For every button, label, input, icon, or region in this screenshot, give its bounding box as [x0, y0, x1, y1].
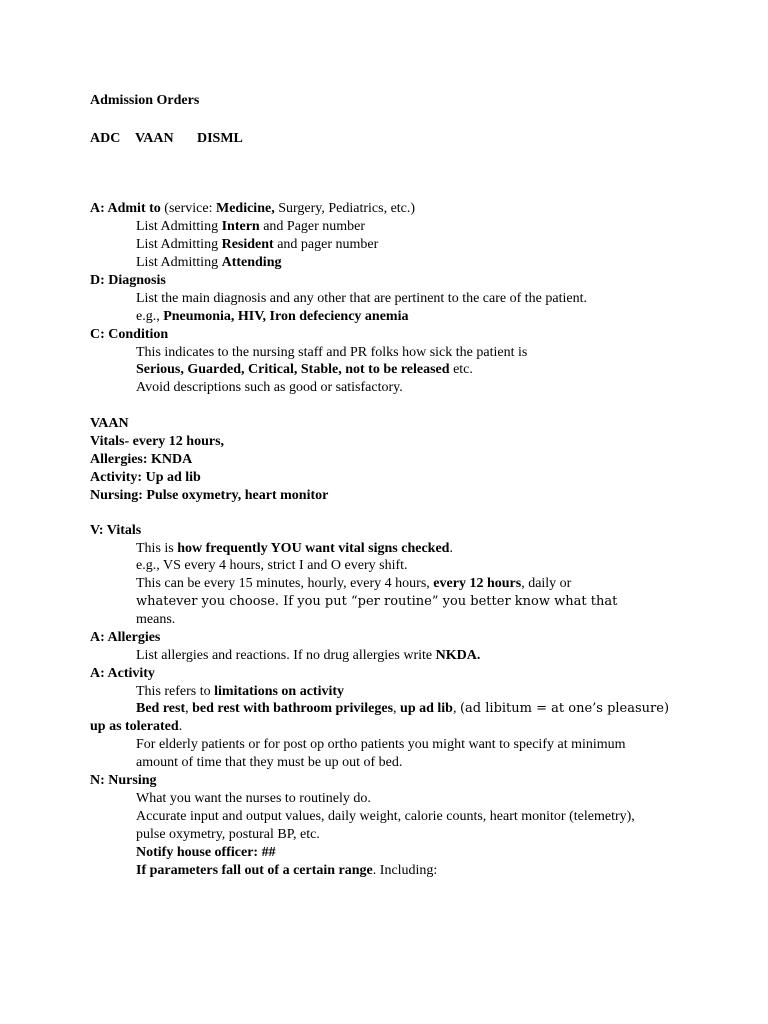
doc-title: Admission Orders [90, 93, 200, 108]
vitals-heading: V: Vitals [90, 523, 142, 538]
vitals-line-3: This can be every 15 minutes, hourly, every 4 hours, every 12 hours, daily or [136, 576, 572, 591]
activity-line-4: For elderly patients or for post op ortho patients you might want to specify at minimum [136, 737, 626, 752]
diagnosis-heading: D: Diagnosis [90, 273, 166, 288]
vaan-heading: VAAN [90, 416, 129, 431]
ad-libitum-note: (ad libitum = at one’s pleasure) [459, 701, 670, 716]
vaan-allergies: Allergies: KNDA [90, 452, 193, 467]
condition-line-3: Avoid descriptions such as good or satisfactory. [136, 380, 403, 395]
activity-line-2: Bed rest, bed rest with bathroom privileges, up ad lib, (ad libitum = at one’s pleasure) [136, 701, 670, 716]
mnemonic-line [90, 130, 243, 148]
diagnosis-example: e.g., Pneumonia, HIV, Iron defeciency anemia [136, 309, 409, 324]
nursing-line-2: Accurate input and output values, daily weight, calorie counts, heart monitor (telemetry), [136, 809, 635, 824]
nursing-heading: N: Nursing [90, 773, 157, 788]
nursing-line-4: Notify house officer: ## [136, 845, 276, 860]
vitals-line-2: e.g., VS every 4 hours, strict I and O every shift. [136, 558, 408, 573]
vitals-line-5: means. [136, 612, 176, 627]
vaan-vitals: Vitals- every 12 hours, [90, 434, 225, 449]
condition-line-2: Serious, Guarded, Critical, Stable, not to be released etc. [136, 362, 473, 377]
allergies-heading: A: Allergies [90, 630, 161, 645]
activity-line-5: amount of time that they must be up out of bed. [136, 755, 403, 770]
mnemonic-vaan: VAAN [135, 131, 174, 146]
activity-line-1: This refers to limitations on activity [136, 684, 345, 699]
condition-heading: C: Condition [90, 327, 169, 342]
diagnosis-line: List the main diagnosis and any other that are pertinent to the care of the patient. [136, 291, 587, 306]
vitals-line-4: whatever you choose. If you put “per routine” you better know what that [136, 594, 618, 609]
allergies-line-1: List allergies and reactions. If no drug allergies write NKDA. [136, 648, 481, 663]
vitals-line-1: This is how frequently YOU want vital signs checked. [136, 541, 453, 556]
admit-intern: List Admitting Intern and Pager number [136, 219, 366, 234]
mnemonic-disml: DISML [197, 131, 243, 146]
nursing-line-1: What you want the nurses to routinely do. [136, 791, 371, 806]
activity-heading: A: Activity [90, 666, 155, 681]
admit-resident: List Admitting Resident and pager number [136, 237, 379, 252]
vaan-nursing: Nursing: Pulse oxymetry, heart monitor [90, 488, 329, 503]
activity-line-3: up as tolerated. [90, 719, 183, 734]
admit-attending: List Admitting Attending [136, 255, 282, 270]
condition-line-1: This indicates to the nursing staff and PR folks how sick the patient is [136, 345, 528, 360]
vaan-activity: Activity: Up ad lib [90, 470, 201, 485]
nursing-line-5: If parameters fall out of a certain range. Including: [136, 863, 438, 878]
nursing-line-3: pulse oxymetry, postural BP, etc. [136, 827, 320, 842]
mnemonic-adc: ADC [90, 131, 121, 146]
admit-heading: A: Admit to (service: Medicine, Surgery, Pediatrics, etc.) [90, 201, 416, 216]
